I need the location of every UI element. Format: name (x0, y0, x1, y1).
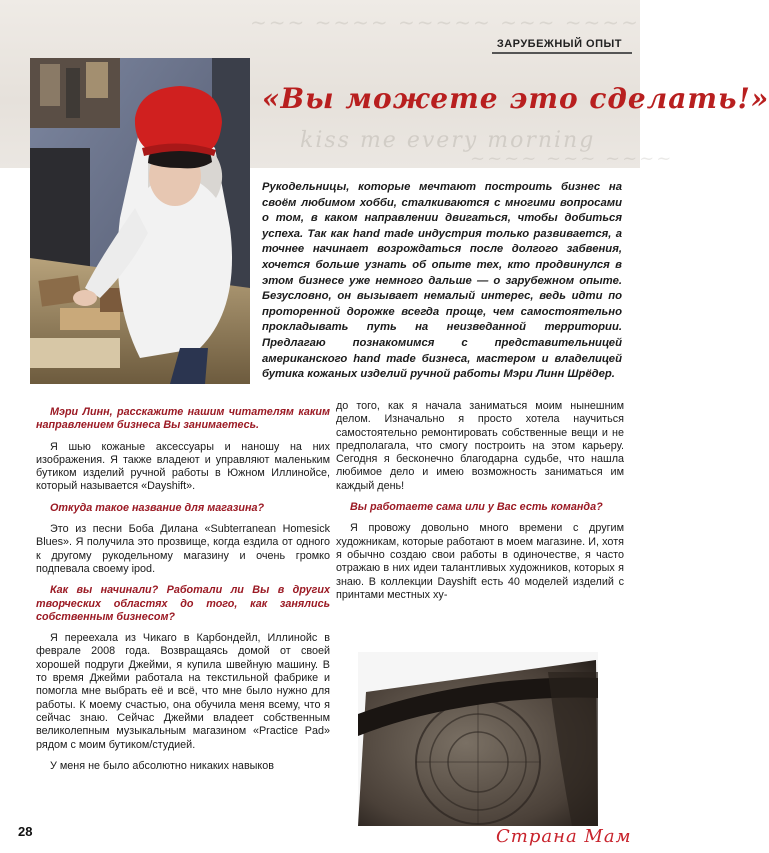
background-script-texture-2: ~~~~ ~~~ ~~~~ (470, 148, 674, 169)
background-script-texture: ~~~ ~~~~ ~~~~~ ~~~ ~~~~ (250, 10, 640, 34)
answer-team: Я провожу довольно много времени с другим художникам, которые работают в моем магазине. И, хотя я обычно создаю свои работы в одиночестве, я часто отражаю в них идеи талантливых художников, которых я знаю. В коллекции Dayshift есть 40 моделей изделий с принтами местных ху- (336, 522, 624, 601)
section-label: ЗАРУБЕЖНЫЙ ОПЫТ (496, 38, 622, 50)
right-column (336, 400, 624, 610)
background-script: kiss me every morning (300, 128, 596, 153)
question-beginnings: Как вы начинали? Работали ли Вы в других творческих областях до того, как занялись собственным бизнесом? (36, 584, 330, 623)
answer-business: Я шью кожаные аксессуары и наношу на них изображения. Я также владеют и управляют маленьким бутиком изделий ручной работы в Южном Иллинойсе, который называется «Dayshift». (36, 440, 330, 493)
site-watermark: Страна Мам (496, 826, 632, 847)
answer-shop-name: Это из песни Боба Дилана «Subterranean Homesick Blues». Я получила это прозвище, когда ездила от одного к другому рукодельному магазину и очень громко подпевала своему ipod. (36, 523, 330, 575)
leather-journal-photo (358, 652, 598, 826)
question-business: Мэри Линн, расскажите нашим читателям каким направлением бизнеса Вы занимаетесь. (36, 406, 330, 432)
article-intro: Рукодельницы, которые мечтают построить бизнес на своём любимом хобби, сталкиваются с многими вопросами о том, в каком направлении двигаться, чтобы добиться успеха. Так как hand made индустрия только развивается, а точнее начинает возрождаться после долгого забвения, хочется больше узнать об опыте тех, кто продвинулся в этом бизнесе уже немного дальше — о зарубежном опыте. Безусловно, он вызывает немалый интерес, ведь идти по проторенной дорожке всегда проще, чем самостоятельно прокладывать путь на неизведанной территории. Предлагаю познакомимся с представительницей американского hand made бизнеса, мастером и владелицей бутика кожаных изделий ручной работы Мэри Линн Шрёдер. (262, 181, 622, 381)
page-number: 28 (18, 824, 33, 839)
section-divider (492, 52, 632, 54)
artisan-photo (30, 58, 250, 384)
question-team: Вы работаете сама или у Вас есть команда? (350, 501, 603, 514)
answer-skills-continued: до того, как я начала заниматься моим нынешним делом. Изначально я просто хотела научиться самостоятельно ремонтировать собственные вещи и не предполагала, что смогу построить на этом карьеру. Сегодня я бесконечно благодарна судьбе, что нашла любимое дело и имею возможность заниматься им каждый день! (336, 400, 624, 492)
answer-skills-start: У меня не было абсолютно никаких навыков (50, 759, 275, 772)
article-headline: «Вы можете это сделать!» (262, 82, 769, 115)
left-column (36, 400, 330, 781)
answer-beginnings: Я переехала из Чикаго в Карбондейл, Иллинойс в феврале 2008 года. Возвращаясь домой от своей хорошей подруги Джейми, я купила швейную машину. В то время Джейми работала на текстильной фабрике и помогла мне выбрать её и всё, что мне было нужно для работы. К моему счастью, она обучила меня всему, что я сейчас знаю. Сейчас Джейми владеет собственным великолепным музыкальным магазином «Practice Pad» рядом с моим бутиком/студией. (36, 632, 330, 751)
question-shop-name: Откуда такое название для магазина? (50, 501, 265, 514)
